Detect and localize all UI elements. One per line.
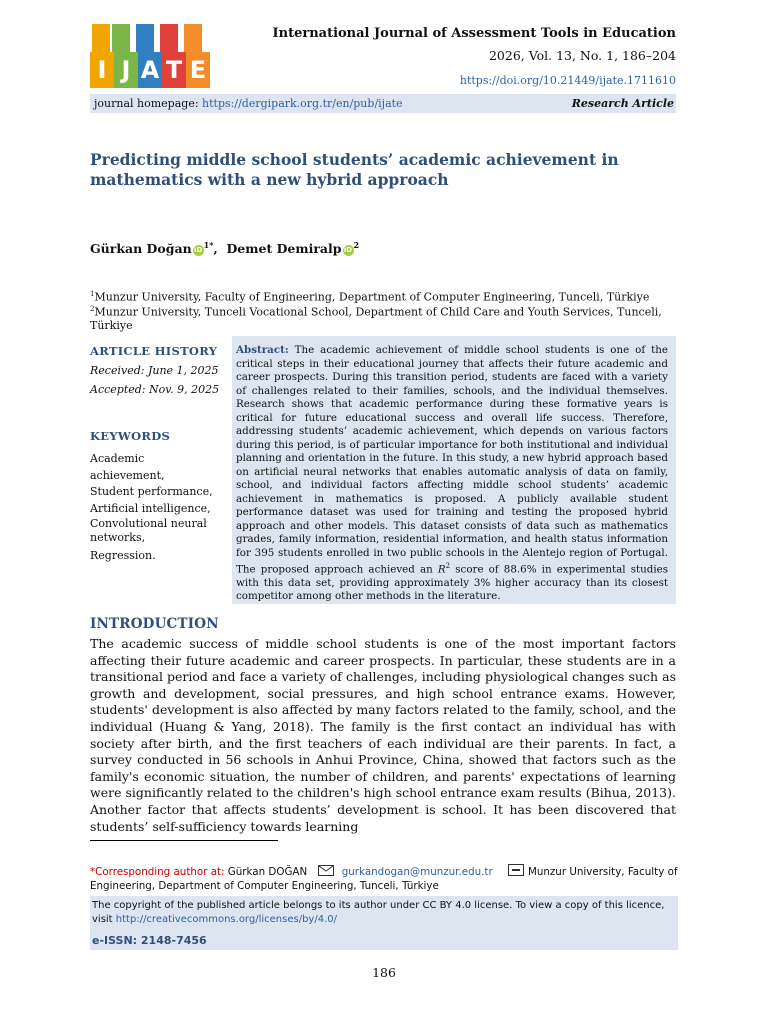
keywords-heading: KEYWORDS <box>90 429 171 443</box>
email-link[interactable]: gurkandogan@munzur.edu.tr <box>341 866 493 878</box>
homepage-bar <box>90 94 676 113</box>
logo-letter: E <box>186 52 210 88</box>
author-name: Gürkan Doğan <box>90 241 192 257</box>
keyword: Student performance, <box>90 485 213 498</box>
journal-title: International Journal of Assessment Tools in Education <box>272 26 676 41</box>
email-icon <box>318 865 334 876</box>
keyword: Regression. <box>90 549 156 562</box>
history-heading: ARTICLE HISTORY <box>90 344 218 358</box>
author-list: Gürkan Doğan $iD^{1*}$, Demet Demiralp $iD^2$ <box>90 240 360 257</box>
article-type: Research Article <box>571 97 674 110</box>
author-sup: 1* <box>203 240 214 250</box>
abstract-label: Abstract: <box>236 344 289 356</box>
orcid-icon[interactable]: iD <box>343 246 353 255</box>
license-link[interactable]: http://creativecommons.org/licenses/by/4.0/ <box>115 914 337 925</box>
article-history <box>90 344 222 396</box>
keywords <box>90 429 222 565</box>
abstract-text: Abstract: The academic achievement of middle school students is one of the critical steps in their educational journey that affects their future academic and career prospects. During this transition period, students are faced with a variety of challenges related to their families, schools, and the individual themselves. Research shows that academic performance during these formative years is critical for future educational success and overall life success. Therefore, addressing students’ academic achievement, which depends on various factors during this period, is of particular importance for both institutional and individual planning and orientation in the future. In this study, a new hybrid approach based on artificial neural networks that enables automatic analysis of data on family, school, and individual factors affecting middle school students’ academic achievement in mathematics is proposed. A publicly available student performance dataset was used for training and testing the proposed hybrid approach and other models. This dataset consists of data such as mathematics grades, family information, residential information, and health status information for 395 students enrolled in two public schools in the Alentejo region of Portugal. The proposed approach achieved an $R^2$ score of 88.6% in experimental studies with this data set, providing approximately 3% higher accuracy than its closest competitor among other methods in the literature. <box>236 344 669 603</box>
body-text: The academic success of middle school students is one of the most important factors affecting their future academic and career prospects. In particular, these students are in a transitional period and face a variety of challenges, including physiological changes such as growth and development, social pressures, and high school entrance exams. However, students' development is also affected by many factors related to the family, school, and the individual (Huang & Yang, 2018). The family is the first contact an individual has with society after birth, and the first teachers of each individual are their parents. In fact, a survey conducted in 56 schools in Anhui Province, China, showed that factors such as the family's economic situation, the number of children, and parents' expectations of learning were significantly related to the children's high school entrance exam results (Bihua, 2013). Another factor that affects students’ development is school. It has been discovered that students’ self-sufficiency towards learning <box>90 636 676 834</box>
article-title: Predicting middle school students’ academic achievement in mathematics with a new hybrid approach <box>90 150 619 189</box>
logo-letter: A <box>138 52 162 88</box>
accepted-date: Accepted: Nov. 9, 2025 <box>90 383 220 396</box>
logo-letter: I <box>90 52 114 88</box>
author-sup: 2 <box>353 240 360 250</box>
doi-link[interactable]: https://doi.org/10.21449/ijate.1711610 <box>459 74 676 87</box>
address-icon <box>508 864 524 876</box>
keyword: Convolutional neural networks, <box>90 517 207 544</box>
keyword: Academic achievement, <box>90 452 165 482</box>
homepage-label: journal homepage: <box>94 97 203 110</box>
footnote-divider <box>90 840 278 841</box>
section-heading: INTRODUCTION <box>90 616 219 632</box>
affiliation: $^1$Munzur University, Faculty of Engineering, Department of Computer Engineering, Tunceli, Türkiye <box>90 290 650 304</box>
license-text: The copyright of the published article belongs to its author under CC BY 4.0 license. To view a copy of this licence, visit http://creativecommons.org/licenses/by/4.0/ <box>92 900 665 925</box>
homepage-link[interactable]: https://dergipark.org.tr/en/pub/ijate <box>202 97 403 110</box>
orcid-icon[interactable]: iD <box>194 246 203 255</box>
corresponding-author: *Corresponding author at: Gürkan DOĞAN gurkandogan@munzur.edu.tr Munzur University, Faculty of Engineering, Department of Computer Engineering, Tunceli, Türkiye <box>90 866 678 892</box>
journal-logo <box>90 24 212 90</box>
page-number: 186 <box>372 965 396 980</box>
journal-volume: 2026, Vol. 13, No. 1, 186–204 <box>488 48 676 63</box>
logo-letter: J <box>114 52 138 88</box>
author-name: Demet Demiralp <box>226 241 342 257</box>
abstract-box <box>232 336 676 604</box>
issn: e-ISSN: 2148-7456 <box>92 934 207 947</box>
license-box <box>90 896 678 950</box>
affiliation: $^2$Munzur University, Tunceli Vocational School, Department of Child Care and Youth Services, Tunceli, Türkiye <box>90 305 662 332</box>
keyword: Artificial intelligence, <box>90 501 211 515</box>
logo-letter: T <box>162 52 186 88</box>
received-date: Received: June 1, 2025 <box>90 364 219 377</box>
corr-label: *Corresponding author at: <box>90 866 225 878</box>
